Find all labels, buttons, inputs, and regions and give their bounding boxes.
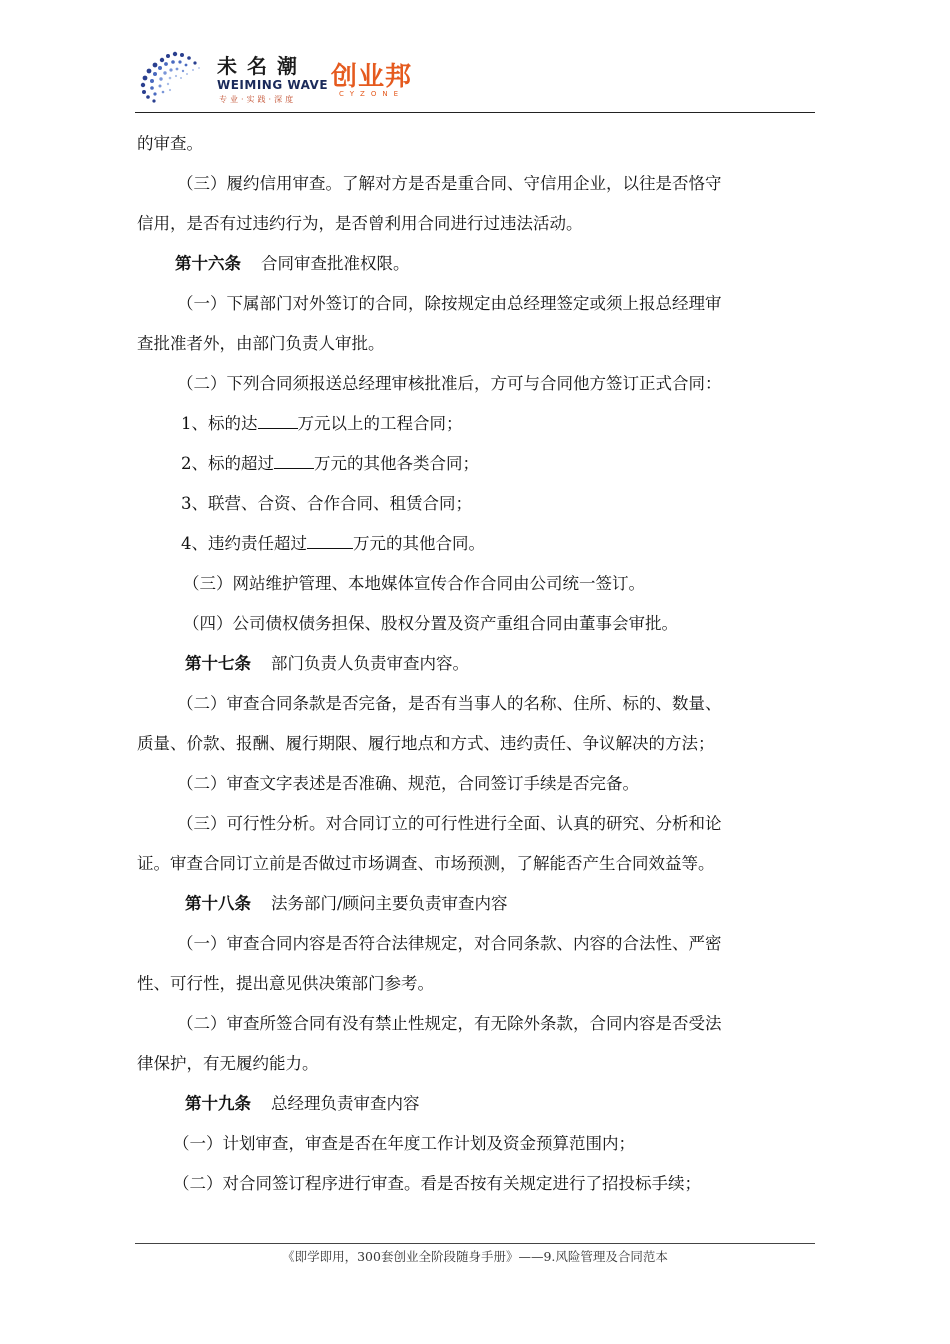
list-item-text: 1、标的达 bbox=[181, 414, 258, 433]
paragraph-text: 律保护，有无履约能力。 bbox=[137, 1054, 319, 1073]
article-heading bbox=[137, 884, 817, 924]
paragraph bbox=[137, 964, 817, 1004]
article-title: 部门负责人负责审查内容。 bbox=[271, 654, 469, 673]
paragraph bbox=[137, 1124, 817, 1164]
fill-in-blank bbox=[274, 454, 314, 469]
cyzone-chinese-name: 创业邦 bbox=[331, 62, 413, 92]
paragraph-text: （三）网站维护管理、本地媒体宣传合作合同由公司统一签订。 bbox=[183, 574, 645, 593]
paragraph bbox=[137, 1004, 817, 1044]
list-item bbox=[137, 484, 817, 524]
paragraph-text: 质量、价款、报酬、履行期限、履行地点和方式、违约责任、争议解决的方法； bbox=[137, 734, 715, 753]
paragraph bbox=[137, 164, 817, 204]
paragraph bbox=[137, 604, 817, 644]
paragraph-text: 信用，是否有过违约行为，是否曾利用合同进行过违法活动。 bbox=[137, 214, 583, 233]
paragraph bbox=[137, 284, 817, 324]
page-footer: 《即学即用，300套创业全阶段随身手册》——9.风险管理及合同范本 bbox=[282, 1249, 668, 1264]
paragraph-text: （二）下列合同须报送总经理审核批准后，方可与合同他方签订正式合同： bbox=[177, 374, 722, 393]
weiming-wave-logo-icon bbox=[135, 46, 213, 106]
paragraph bbox=[137, 124, 817, 164]
paragraph-text: （四）公司债权债务担保、股权分置及资产重组合同由董事会审批。 bbox=[183, 614, 678, 633]
weiming-chinese-name: 未名潮 bbox=[217, 54, 307, 78]
paragraph-text: 证。审查合同订立前是否做过市场调查、市场预测，了解能否产生合同效益等。 bbox=[137, 854, 715, 873]
paragraph bbox=[137, 684, 817, 724]
article-heading bbox=[137, 644, 817, 684]
paragraph bbox=[137, 324, 817, 364]
article-title: 法务部门/顾问主要负责审查内容 bbox=[271, 894, 508, 913]
article-heading bbox=[137, 1084, 817, 1124]
article-heading bbox=[137, 244, 817, 284]
paragraph-text: 性、可行性，提出意见供决策部门参考。 bbox=[137, 974, 434, 993]
paragraph-text: （二）审查文字表述是否准确、规范，合同签订手续是否完备。 bbox=[177, 774, 639, 793]
article-number: 第十七条 bbox=[185, 654, 251, 673]
list-item bbox=[137, 404, 817, 444]
header-divider bbox=[135, 112, 815, 113]
weiming-tagline: 专业·实践·深度 bbox=[219, 95, 297, 104]
weiming-english-name: WEIMING WAVE bbox=[217, 78, 329, 92]
paragraph bbox=[137, 924, 817, 964]
paragraph bbox=[137, 564, 817, 604]
article-number: 第十八条 bbox=[185, 894, 251, 913]
cyzone-english-name: CYZONE bbox=[339, 90, 405, 98]
article-number: 第十六条 bbox=[175, 254, 241, 273]
article-number: 第十九条 bbox=[185, 1094, 251, 1113]
paragraph-text: 查批准者外，由部门负责人审批。 bbox=[137, 334, 385, 353]
paragraph bbox=[137, 764, 817, 804]
list-item-text: 万元的其他合同。 bbox=[353, 534, 485, 553]
article-title: 合同审查批准权限。 bbox=[261, 254, 410, 273]
paragraph-text: （二）对合同签订程序进行审查。看是否按有关规定进行了招投标手续； bbox=[173, 1174, 701, 1193]
paragraph-text: （二）审查所签合同有没有禁止性规定，有无除外条款，合同内容是否受法 bbox=[177, 1014, 722, 1033]
paragraph bbox=[137, 1164, 817, 1204]
paragraph bbox=[137, 364, 817, 404]
paragraph-text: （一）计划审查，审查是否在年度工作计划及资金预算范围内； bbox=[173, 1134, 635, 1153]
paragraph bbox=[137, 724, 817, 764]
list-item-text: 万元的其他各类合同； bbox=[314, 454, 479, 473]
footer-divider bbox=[135, 1243, 815, 1244]
list-item-text: 2、标的超过 bbox=[181, 454, 274, 473]
fill-in-blank bbox=[258, 414, 298, 429]
paragraph bbox=[137, 1044, 817, 1084]
paragraph-text: （一）下属部门对外签订的合同，除按规定由总经理签定或须上报总经理审 bbox=[177, 294, 722, 313]
paragraph-text: （三）履约信用审查。了解对方是否是重合同、守信用企业，以往是否恪守 bbox=[177, 174, 722, 193]
list-item-text: 4、违约责任超过 bbox=[181, 534, 307, 553]
list-item-text: 3、联营、合资、合作合同、租赁合同； bbox=[181, 494, 472, 513]
paragraph-text: （三）可行性分析。对合同订立的可行性进行全面、认真的研究、分析和论 bbox=[177, 814, 722, 833]
paragraph bbox=[137, 204, 817, 244]
list-item bbox=[137, 444, 817, 484]
article-title: 总经理负责审查内容 bbox=[271, 1094, 420, 1113]
fill-in-blank bbox=[307, 534, 353, 549]
paragraph-text: （一）审查合同内容是否符合法律规定，对合同条款、内容的合法性、严密 bbox=[177, 934, 722, 953]
paragraph bbox=[137, 844, 817, 884]
page-header bbox=[135, 40, 815, 110]
document-body bbox=[137, 124, 817, 1204]
paragraph-text: （二）审查合同条款是否完备，是否有当事人的名称、住所、标的、数量、 bbox=[177, 694, 722, 713]
paragraph bbox=[137, 804, 817, 844]
list-item bbox=[137, 524, 817, 564]
paragraph-text: 的审查。 bbox=[137, 134, 203, 153]
list-item-text: 万元以上的工程合同； bbox=[297, 414, 463, 433]
